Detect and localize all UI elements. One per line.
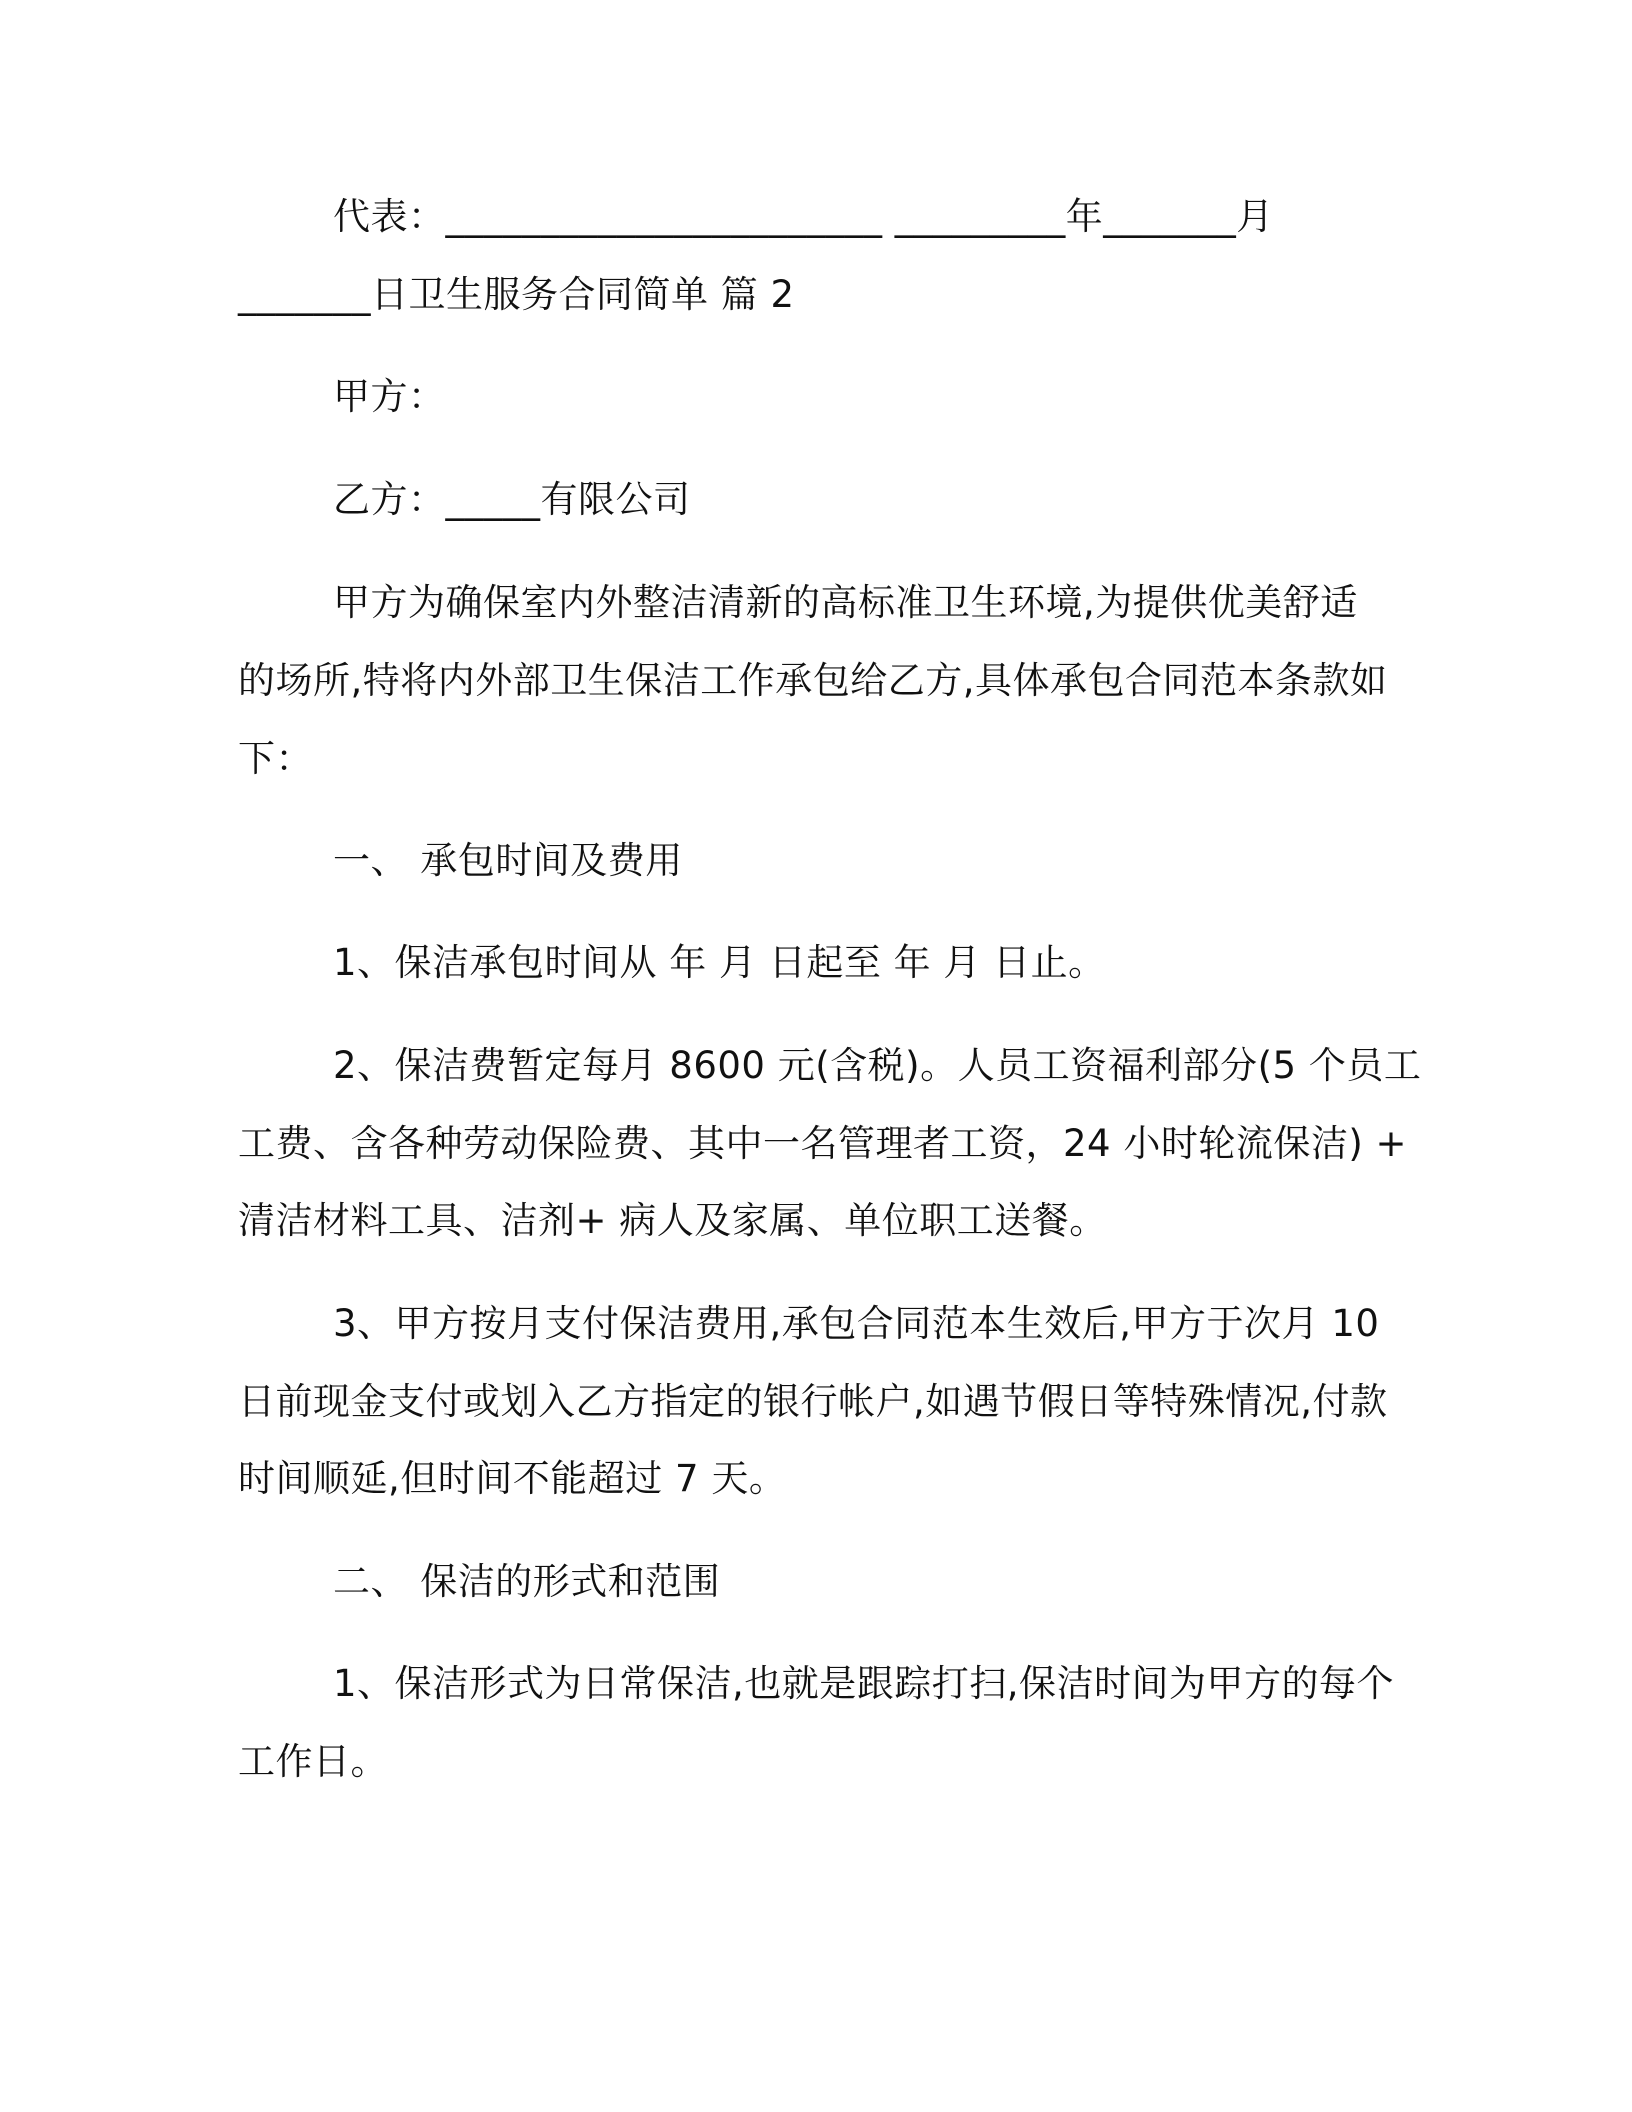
clause-1-3-line-2: 日前现金支付或划入乙方指定的银行帐户,如遇节假日等特殊情况,付款 <box>238 1380 1388 1423</box>
intro-paragraph-line-2: 的场所,特将内外部卫生保洁工作承包给乙方,具体承包合同范本条款如 <box>238 659 1388 702</box>
clause-1-2-line-3: 清洁材料工具、洁剂+ 病人及家属、单位职工送餐。 <box>238 1199 1107 1242</box>
clause-1-3-line-1: 3、甲方按月支付保洁费用,承包合同范本生效后,甲方于次月 10 <box>333 1302 1380 1345</box>
clause-2-1-line-1: 1、保洁形式为日常保洁,也就是跟踪打扫,保洁时间为甲方的每个 <box>333 1662 1395 1705</box>
representative-date-line: 代表：_______________________ _________年_______月 <box>333 195 1274 238</box>
clause-1-2-line-2: 工费、含各种劳动保险费、其中一名管理者工资，24 小时轮流保洁) + <box>238 1122 1408 1165</box>
section-heading-2: 二、 保洁的形式和范围 <box>333 1560 721 1603</box>
party-b-line: 乙方：_____有限公司 <box>333 478 691 521</box>
clause-1-2-line-1: 2、保洁费暂定每月 8600 元(含税)。人员工资福利部分(5 个员工 <box>333 1044 1422 1087</box>
intro-paragraph-line-1: 甲方为确保室内外整洁清新的高标准卫生环境,为提供优美舒适 <box>333 581 1358 624</box>
section-heading-1: 一、 承包时间及费用 <box>333 839 683 882</box>
clause-1-3-line-3: 时间顺延,但时间不能超过 7 天。 <box>238 1457 787 1500</box>
clause-2-1-line-2: 工作日。 <box>238 1740 388 1783</box>
party-a-line: 甲方： <box>333 375 446 418</box>
intro-paragraph-line-3: 下： <box>238 737 313 780</box>
clause-1-1: 1、保洁承包时间从 年 月 日起至 年 月 日止。 <box>333 941 1106 984</box>
day-title-line: _______日卫生服务合同简单 篇 2 <box>238 273 795 316</box>
